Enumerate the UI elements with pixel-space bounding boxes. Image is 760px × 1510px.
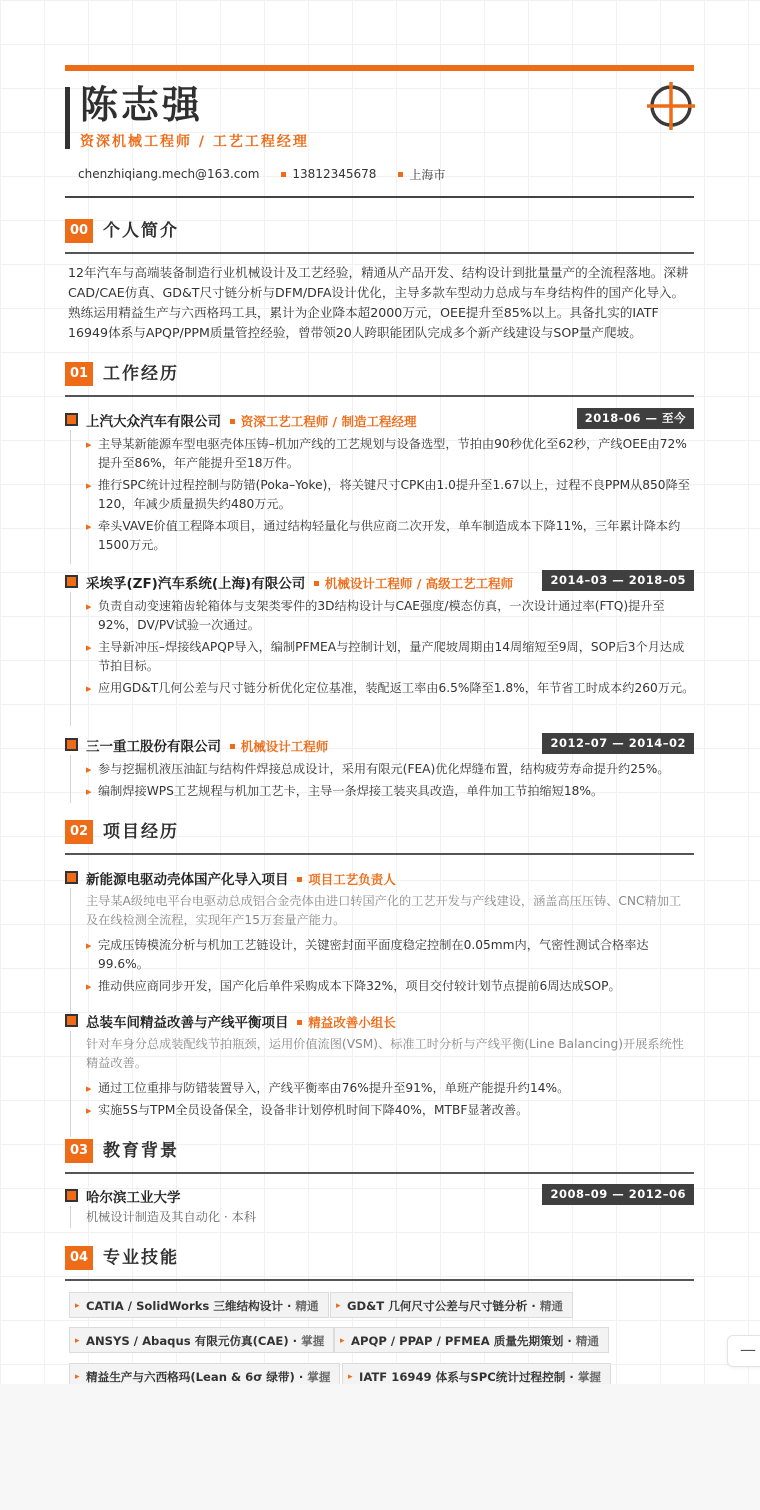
entry-timeline <box>70 755 71 803</box>
list-item: ▸ 负责自动变速箱齿轮箱体与支架类零件的3D结构设计与CAE强度/模态仿真，一次设计通过率(FTQ)提升至92%，DV/PV试验一次通过。 <box>98 597 696 635</box>
section-number: 01 <box>65 362 93 386</box>
entry-role <box>314 576 513 591</box>
contact-separator <box>398 172 403 177</box>
entry-timeline <box>70 888 71 1016</box>
skill-tag: ▸ CATIA / SolidWorks 三维结构设计 · 精通 <box>69 1292 329 1318</box>
bullet-list <box>98 435 696 558</box>
skill-name: APQP / PPAP / PFMEA 质量先期策划 <box>351 1334 564 1348</box>
candidate-title: 资深机械工程师 / 工艺工程经理 <box>80 134 309 150</box>
list-item: ▸ 主导新冲压–焊接线APQP导入，编制PFMEA与控制计划，量产爬坡周期由14周缩短至9周，SOP后3个月达成节拍目标。 <box>98 638 696 676</box>
project-name: 总装车间精益改善与产线平衡项目 <box>86 1015 289 1031</box>
candidate-name: 陈志强 <box>80 83 204 127</box>
entry-marker <box>65 871 78 884</box>
date-badge: 2014–03 — 2018–05 <box>542 570 694 591</box>
skill-level: 掌握 <box>307 1370 331 1384</box>
entry-marker <box>65 1014 78 1027</box>
section-title: 项目经历 <box>103 822 179 842</box>
skill-tag: ▸ ANSYS / Abaqus 有限元仿真(CAE) · 掌握 <box>69 1327 334 1353</box>
section-divider <box>65 1279 694 1281</box>
contact-email: chenzhiqiang.mech@163.com <box>78 167 260 181</box>
entry-header <box>86 1011 396 1031</box>
list-item: ▸ 通过工位重排与防错装置导入，产线平衡率由76%提升至91%，单班产能提升约14%。 <box>98 1079 696 1098</box>
role-text: 项目工艺负责人 <box>308 872 396 887</box>
header-divider <box>65 196 694 198</box>
skill-level: 精通 <box>575 1334 599 1348</box>
list-item: ▸ 参与挖掘机液压油缸与结构件焊接总成设计，采用有限元(FEA)优化焊缝布置，结构疲劳寿命提升约25%。 <box>98 760 696 779</box>
top-accent-bar <box>65 65 694 71</box>
entry-role <box>297 872 396 887</box>
section-number: 04 <box>65 1246 93 1270</box>
project-description: 主导某A级纯电平台电驱动总成铝合金壳体由进口转国产化的工艺开发与产线建设，涵盖高压压铸、CNC精加工及在线检测全流程，实现年产15万套量产能力。 <box>86 894 682 927</box>
section-number: 00 <box>65 219 93 243</box>
company-name: 采埃孚(ZF)汽车系统(上海)有限公司 <box>86 576 306 592</box>
role-dot <box>297 1020 302 1025</box>
entry-marker <box>65 738 78 751</box>
entry-role <box>230 739 329 754</box>
entry-role <box>230 414 417 429</box>
role-dot <box>297 877 302 882</box>
contact-phone: 13812345678 <box>292 167 377 181</box>
name-accent-bar <box>65 87 70 149</box>
company-name: 三一重工股份有限公司 <box>86 739 221 755</box>
entry-timeline <box>70 1031 71 1137</box>
project-name: 新能源电驱动壳体国产化导入项目 <box>86 872 289 888</box>
list-item: ▸ 编制焊接WPS工艺规程与机加工艺卡，主导一条焊接工装夹具改造，单件加工节拍缩短18%。 <box>98 782 696 801</box>
contact-separator <box>281 172 286 177</box>
skill-name: CATIA / SolidWorks 三维结构设计 <box>86 1299 283 1313</box>
list-item: ▸ 实施5S与TPM全员设备保全，设备非计划停机时间下降40%，MTBF显著改善。 <box>98 1101 696 1120</box>
date-badge: 2008–09 — 2012–06 <box>542 1184 694 1205</box>
section-divider <box>65 252 694 254</box>
date-badge: 2012–07 — 2014–02 <box>542 733 694 754</box>
list-item: ▸ 完成压铸模流分析与机加工艺链设计，关键密封面平面度稳定控制在0.05mm内，气密性测试合格率达99.6%。 <box>98 936 696 974</box>
section-title: 工作经历 <box>103 364 179 384</box>
role-text: 机械设计工程师 / 高级工艺工程师 <box>324 576 514 591</box>
entry-header <box>86 572 513 592</box>
entry-header <box>86 410 416 430</box>
entry-header <box>86 868 396 888</box>
project-description: 针对车身分总成装配线节拍瓶颈，运用价值流图(VSM)、标准工时分析与产线平衡(Line Balancing)开展系统性精益改善。 <box>86 1037 684 1070</box>
collapse-button[interactable]: — <box>727 1335 760 1367</box>
section-number: 03 <box>65 1139 93 1163</box>
education-major: 机械设计制造及其自动化 · 本科 <box>86 1210 257 1224</box>
section-title: 个人简介 <box>103 221 179 241</box>
list-item: ▸ 主导某新能源车型电驱壳体压铸–机加产线的工艺规划与设备选型，节拍由90秒优化至62秒，产线OEE由72%提升至86%，年产能提升至18万件。 <box>98 435 696 473</box>
list-item: ▸ 推动供应商同步开发，国产化后单件采购成本下降32%，项目交付较计划节点提前6周达成SOP。 <box>98 977 696 996</box>
role-text: 精益改善小组长 <box>308 1015 396 1030</box>
list-item: ▸ 应用GD&T几何公差与尺寸链分析优化定位基准，装配返工率由6.5%降至1.8%，年节省工时成本约260万元。 <box>98 679 696 698</box>
school-name: 哈尔滨工业大学 <box>86 1190 181 1206</box>
skill-name: GD&T 几何尺寸公差与尺寸链分析 <box>347 1299 528 1313</box>
date-badge: 2018-06 — 至今 <box>577 408 694 429</box>
bullet-list <box>98 1079 696 1123</box>
skill-level: 精通 <box>295 1299 319 1313</box>
entry-marker <box>65 575 78 588</box>
entry-role <box>297 1015 396 1030</box>
skill-name: 精益生产与六西格玛(Lean & 6σ 绿带) <box>86 1370 295 1384</box>
company-name: 上汽大众汽车有限公司 <box>86 414 221 430</box>
skill-tag: ▸ APQP / PPAP / PFMEA 质量先期策划 · 精通 <box>334 1327 609 1353</box>
summary-text: 12年汽车与高端装备制造行业机械设计及工艺经验，精通从产品开发、结构设计到批量量产的全流程落地。深耕CAD/CAE仿真、GD&T尺寸链分析与DFM/DFA设计优化，主导多款车型动力总成与车身结构件的国产化导入。熟练运用精益生产与六西格玛工具，累计为企业降本超2000万元，OEE提升至85%以上。具备扎实的IATF 16949体系与APQP/PPM质量管控经验，曾带领20人跨职能团队完成多个新产线建设与SOP量产爬坡。 <box>68 265 689 340</box>
skill-level: 掌握 <box>301 1334 325 1348</box>
section-divider <box>65 1172 694 1174</box>
role-dot <box>230 744 235 749</box>
skill-level: 掌握 <box>577 1370 602 1384</box>
contact-row <box>78 166 467 182</box>
skill-name: IATF 16949 体系与SPC统计过程控制 <box>359 1370 566 1384</box>
section-divider <box>65 853 694 855</box>
role-text: 资深工艺工程师 / 制造工程经理 <box>240 414 417 429</box>
entry-header <box>86 735 328 755</box>
skill-tag: ▸ 精益生产与六西格玛(Lean & 6σ 绿带) · 掌握 <box>69 1363 340 1384</box>
entry-timeline <box>70 1206 71 1228</box>
entry-timeline <box>70 592 71 726</box>
list-item: ▸ 推行SPC统计过程控制与防错(Poka–Yoke)，将关键尺寸CPK由1.0提升至1.67以上，过程不良PPM从850降至120，年减少质量损失约480万元。 <box>98 476 696 514</box>
section-title: 专业技能 <box>103 1248 179 1268</box>
skill-tag: ▸ GD&T 几何尺寸公差与尺寸链分析 · 精通 <box>330 1292 573 1318</box>
bullet-list <box>98 760 696 804</box>
role-text: 机械设计工程师 <box>240 739 329 754</box>
role-dot <box>230 419 235 424</box>
entry-timeline <box>70 430 71 564</box>
bullet-list <box>98 597 696 701</box>
crosshair-icon <box>647 82 695 130</box>
skill-name: ANSYS / Abaqus 有限元仿真(CAE) <box>86 1334 289 1348</box>
section-title: 教育背景 <box>103 1141 179 1161</box>
section-divider <box>65 395 694 397</box>
section-number: 02 <box>65 820 93 844</box>
bullet-list <box>98 936 696 999</box>
role-dot <box>314 581 319 586</box>
entry-marker <box>65 413 78 426</box>
contact-city: 上海市 <box>409 167 446 182</box>
list-item: ▸ 牵头VAVE价值工程降本项目，通过结构轻量化与供应商二次开发，单车制造成本下降11%，三年累计降本约1500万元。 <box>98 517 696 555</box>
skill-tag: ▸ IATF 16949 体系与SPC统计过程控制 · 掌握 <box>342 1363 611 1384</box>
entry-marker <box>65 1189 78 1202</box>
skill-level: 精通 <box>539 1299 564 1313</box>
